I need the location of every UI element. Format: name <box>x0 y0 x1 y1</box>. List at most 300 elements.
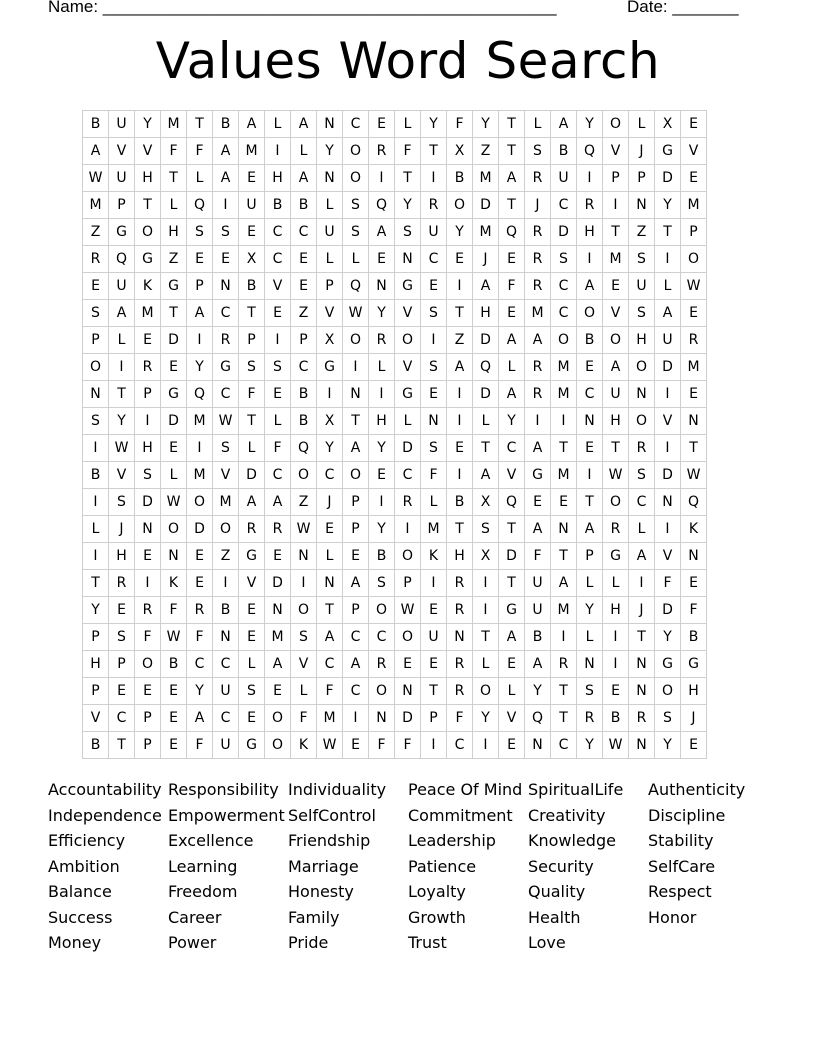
grid-letter: X <box>473 543 499 570</box>
grid-letter: C <box>265 219 291 246</box>
grid-letter: E <box>343 732 369 759</box>
grid-letter: A <box>343 570 369 597</box>
grid-letter: L <box>629 516 655 543</box>
grid-letter: I <box>577 165 603 192</box>
grid-letter: L <box>317 246 343 273</box>
grid-letter: A <box>629 543 655 570</box>
grid-letter: A <box>499 165 525 192</box>
grid-letter: X <box>317 327 343 354</box>
grid-letter: F <box>499 273 525 300</box>
grid-letter: Y <box>369 516 395 543</box>
grid-letter: F <box>187 732 213 759</box>
grid-letter: C <box>291 219 317 246</box>
grid-letter: B <box>447 489 473 516</box>
grid-letter: R <box>421 192 447 219</box>
grid-letter: R <box>551 651 577 678</box>
grid-letter: H <box>109 543 135 570</box>
grid-letter: B <box>369 543 395 570</box>
grid-letter: P <box>629 165 655 192</box>
grid-row <box>83 246 707 273</box>
grid-letter: K <box>681 516 707 543</box>
grid-letter: A <box>83 138 109 165</box>
grid-row <box>83 327 707 354</box>
grid-letter: M <box>525 300 551 327</box>
grid-letter: N <box>655 489 681 516</box>
grid-row <box>83 381 707 408</box>
grid-letter: V <box>135 138 161 165</box>
grid-letter: E <box>681 570 707 597</box>
grid-letter: R <box>83 246 109 273</box>
grid-letter: I <box>447 273 473 300</box>
grid-letter: B <box>83 462 109 489</box>
grid-letter: N <box>551 516 577 543</box>
grid-letter: T <box>135 192 161 219</box>
grid-letter: B <box>291 381 317 408</box>
grid-letter: C <box>213 300 239 327</box>
grid-letter: L <box>395 111 421 138</box>
grid-letter: S <box>655 705 681 732</box>
grid-letter: I <box>551 624 577 651</box>
grid-letter: M <box>187 408 213 435</box>
grid-letter: E <box>109 678 135 705</box>
grid-letter: I <box>421 570 447 597</box>
grid-letter: Q <box>681 489 707 516</box>
grid-letter: N <box>525 732 551 759</box>
grid-letter: C <box>265 462 291 489</box>
grid-letter: I <box>213 192 239 219</box>
grid-letter: O <box>265 705 291 732</box>
grid-letter: N <box>213 273 239 300</box>
grid-letter: S <box>629 300 655 327</box>
grid-letter: U <box>525 570 551 597</box>
grid-row <box>83 408 707 435</box>
grid-letter: X <box>655 111 681 138</box>
grid-letter: L <box>265 111 291 138</box>
grid-letter: R <box>135 597 161 624</box>
grid-row <box>83 516 707 543</box>
grid-letter: F <box>447 111 473 138</box>
grid-letter: E <box>239 624 265 651</box>
grid-letter: E <box>265 678 291 705</box>
grid-letter: R <box>239 516 265 543</box>
grid-letter: Q <box>291 435 317 462</box>
grid-letter: Q <box>187 381 213 408</box>
grid-letter: C <box>317 462 343 489</box>
grid-letter: L <box>187 165 213 192</box>
grid-letter: S <box>551 246 577 273</box>
grid-letter: M <box>551 597 577 624</box>
grid-letter: U <box>551 165 577 192</box>
grid-letter: S <box>135 462 161 489</box>
grid-letter: R <box>525 354 551 381</box>
grid-letter: L <box>265 408 291 435</box>
grid-letter: L <box>291 678 317 705</box>
grid-letter: E <box>525 489 551 516</box>
grid-letter: R <box>447 570 473 597</box>
grid-letter: B <box>83 111 109 138</box>
grid-letter: S <box>473 516 499 543</box>
grid-letter: Y <box>655 732 681 759</box>
grid-letter: N <box>421 408 447 435</box>
grid-letter: Y <box>447 219 473 246</box>
grid-letter: S <box>629 246 655 273</box>
grid-letter: T <box>161 300 187 327</box>
grid-letter: I <box>603 624 629 651</box>
grid-letter: L <box>239 651 265 678</box>
grid-letter: P <box>603 165 629 192</box>
grid-letter: R <box>395 489 421 516</box>
grid-letter: E <box>421 651 447 678</box>
grid-letter: S <box>343 219 369 246</box>
grid-letter: R <box>187 597 213 624</box>
grid-letter: O <box>213 516 239 543</box>
grid-row <box>83 705 707 732</box>
grid-letter: S <box>83 408 109 435</box>
grid-letter: O <box>577 300 603 327</box>
grid-letter: F <box>421 462 447 489</box>
grid-row <box>83 462 707 489</box>
grid-letter: E <box>499 300 525 327</box>
grid-letter: Y <box>525 678 551 705</box>
grid-letter: I <box>447 462 473 489</box>
grid-letter: E <box>395 651 421 678</box>
grid-letter: J <box>317 489 343 516</box>
grid-letter: P <box>343 516 369 543</box>
grid-letter: I <box>447 408 473 435</box>
grid-letter: I <box>421 165 447 192</box>
grid-letter: M <box>213 489 239 516</box>
grid-letter: E <box>421 381 447 408</box>
grid-row <box>83 678 707 705</box>
grid-letter: R <box>525 246 551 273</box>
grid-letter: N <box>395 246 421 273</box>
grid-letter: I <box>603 651 629 678</box>
word-list-item: Loyalty <box>408 882 466 901</box>
grid-letter: Q <box>109 246 135 273</box>
grid-letter: D <box>655 354 681 381</box>
grid-letter: A <box>187 300 213 327</box>
grid-letter: E <box>343 543 369 570</box>
grid-letter: H <box>603 597 629 624</box>
grid-letter: N <box>629 381 655 408</box>
grid-letter: D <box>655 597 681 624</box>
grid-letter: E <box>577 354 603 381</box>
grid-letter: U <box>317 219 343 246</box>
grid-letter: U <box>525 597 551 624</box>
grid-letter: S <box>187 219 213 246</box>
grid-letter: Z <box>291 489 317 516</box>
grid-letter: P <box>681 219 707 246</box>
grid-letter: E <box>265 300 291 327</box>
grid-letter: R <box>629 435 655 462</box>
grid-letter: I <box>317 381 343 408</box>
grid-letter: A <box>551 111 577 138</box>
grid-letter: B <box>265 192 291 219</box>
grid-letter: A <box>291 165 317 192</box>
grid-letter: P <box>135 732 161 759</box>
grid-letter: P <box>83 624 109 651</box>
grid-letter: G <box>681 651 707 678</box>
grid-letter: W <box>213 408 239 435</box>
grid-letter: N <box>161 543 187 570</box>
grid-letter: A <box>525 435 551 462</box>
word-list-item: SpiritualLife <box>528 780 624 799</box>
grid-letter: D <box>239 462 265 489</box>
word-list-item: Quality <box>528 882 586 901</box>
grid-letter: E <box>681 300 707 327</box>
word-list-item: Trust <box>408 933 447 952</box>
grid-letter: V <box>499 705 525 732</box>
word-list-item: Creativity <box>528 805 606 825</box>
grid-letter: V <box>239 570 265 597</box>
grid-letter: S <box>291 624 317 651</box>
grid-letter: A <box>499 624 525 651</box>
grid-letter: U <box>213 678 239 705</box>
grid-letter: C <box>551 732 577 759</box>
word-list-item: Learning <box>168 856 238 876</box>
grid-letter: A <box>213 165 239 192</box>
grid-letter: B <box>239 273 265 300</box>
grid-letter: R <box>447 678 473 705</box>
grid-letter: Y <box>187 354 213 381</box>
grid-letter: I <box>265 138 291 165</box>
grid-letter: L <box>421 489 447 516</box>
grid-letter: D <box>265 570 291 597</box>
grid-letter: Q <box>525 705 551 732</box>
grid-letter: I <box>135 408 161 435</box>
grid-letter: V <box>109 138 135 165</box>
grid-letter: Z <box>473 138 499 165</box>
grid-letter: I <box>603 192 629 219</box>
grid-letter: I <box>83 489 109 516</box>
grid-letter: I <box>187 327 213 354</box>
word-list-item: Peace Of Mind <box>408 780 523 799</box>
grid-letter: I <box>187 435 213 462</box>
grid-letter: T <box>473 435 499 462</box>
grid-letter: V <box>213 462 239 489</box>
grid-letter: E <box>161 732 187 759</box>
grid-letter: C <box>421 246 447 273</box>
grid-letter: I <box>291 570 317 597</box>
grid-letter: D <box>161 408 187 435</box>
grid-letter: A <box>603 354 629 381</box>
word-list-item: Success <box>48 907 113 927</box>
grid-row <box>83 300 707 327</box>
grid-row <box>83 138 707 165</box>
grid-letter: W <box>681 273 707 300</box>
grid-letter: A <box>577 516 603 543</box>
grid-letter: Q <box>473 354 499 381</box>
grid-letter: Z <box>161 246 187 273</box>
grid-letter: I <box>655 381 681 408</box>
grid-letter: E <box>265 381 291 408</box>
grid-letter: N <box>317 165 343 192</box>
grid-letter: T <box>499 516 525 543</box>
grid-letter: Q <box>499 219 525 246</box>
word-list-item: Authenticity <box>648 780 746 799</box>
grid-letter: V <box>655 408 681 435</box>
grid-letter: H <box>135 435 161 462</box>
grid-letter: E <box>213 246 239 273</box>
grid-letter: O <box>395 543 421 570</box>
grid-letter: O <box>603 111 629 138</box>
word-list-item: Discipline <box>648 805 726 825</box>
grid-letter: W <box>343 300 369 327</box>
grid-letter: T <box>317 597 343 624</box>
grid-letter: I <box>577 246 603 273</box>
grid-row <box>83 192 707 219</box>
grid-letter: G <box>603 543 629 570</box>
grid-letter: A <box>265 489 291 516</box>
grid-letter: E <box>239 219 265 246</box>
word-list-item: Patience <box>408 856 477 876</box>
grid-letter: L <box>317 543 343 570</box>
grid-letter: I <box>369 165 395 192</box>
grid-letter: B <box>551 138 577 165</box>
grid-letter: A <box>447 354 473 381</box>
grid-letter: M <box>603 246 629 273</box>
grid-letter: I <box>369 489 395 516</box>
grid-letter: Y <box>109 408 135 435</box>
grid-letter: R <box>525 219 551 246</box>
grid-letter: H <box>603 408 629 435</box>
grid-letter: T <box>109 381 135 408</box>
grid-letter: D <box>655 165 681 192</box>
grid-letter: O <box>369 678 395 705</box>
grid-letter: V <box>395 354 421 381</box>
grid-letter: D <box>395 435 421 462</box>
grid-letter: V <box>265 273 291 300</box>
grid-letter: F <box>317 678 343 705</box>
grid-letter: E <box>421 597 447 624</box>
grid-letter: L <box>655 273 681 300</box>
grid-letter: C <box>213 705 239 732</box>
grid-letter: R <box>369 138 395 165</box>
grid-letter: U <box>109 111 135 138</box>
grid-letter: I <box>577 462 603 489</box>
grid-letter: F <box>395 138 421 165</box>
grid-letter: Y <box>369 435 395 462</box>
word-list-item: Pride <box>288 933 329 952</box>
grid-letter: C <box>551 300 577 327</box>
grid-letter: J <box>109 516 135 543</box>
grid-letter: M <box>681 354 707 381</box>
grid-letter: I <box>83 543 109 570</box>
grid-letter: T <box>343 408 369 435</box>
grid-row <box>83 597 707 624</box>
grid-letter: C <box>317 651 343 678</box>
grid-letter: H <box>161 219 187 246</box>
grid-letter: C <box>369 624 395 651</box>
grid-letter: H <box>681 678 707 705</box>
grid-letter: C <box>187 651 213 678</box>
grid-letter: L <box>161 462 187 489</box>
grid-row <box>83 165 707 192</box>
grid-letter: Y <box>655 624 681 651</box>
grid-letter: S <box>213 219 239 246</box>
grid-letter: S <box>239 678 265 705</box>
grid-letter: X <box>239 246 265 273</box>
grid-letter: G <box>525 462 551 489</box>
grid-letter: O <box>265 732 291 759</box>
grid-letter: I <box>525 408 551 435</box>
grid-letter: E <box>577 435 603 462</box>
grid-letter: E <box>291 273 317 300</box>
grid-letter: W <box>317 732 343 759</box>
grid-row <box>83 543 707 570</box>
grid-letter: I <box>213 570 239 597</box>
grid-letter: V <box>83 705 109 732</box>
word-list-item: Accountability <box>48 780 162 799</box>
grid-letter: J <box>681 705 707 732</box>
grid-letter: M <box>473 165 499 192</box>
grid-letter: D <box>473 192 499 219</box>
grid-letter: O <box>291 462 317 489</box>
grid-letter: S <box>239 354 265 381</box>
grid-letter: V <box>395 300 421 327</box>
name-field-label: Name: ________________________________________________ <box>48 0 557 16</box>
grid-letter: O <box>343 462 369 489</box>
grid-letter: S <box>109 624 135 651</box>
grid-letter: E <box>187 246 213 273</box>
grid-letter: G <box>161 381 187 408</box>
grid-letter: F <box>187 624 213 651</box>
grid-letter: S <box>369 570 395 597</box>
grid-letter: B <box>213 111 239 138</box>
grid-letter: N <box>629 651 655 678</box>
grid-letter: D <box>551 219 577 246</box>
grid-letter: F <box>239 381 265 408</box>
grid-letter: I <box>343 705 369 732</box>
grid-letter: N <box>395 678 421 705</box>
grid-letter: E <box>681 732 707 759</box>
grid-letter: T <box>551 435 577 462</box>
grid-letter: N <box>213 624 239 651</box>
grid-letter: L <box>473 651 499 678</box>
grid-letter: I <box>265 327 291 354</box>
grid-letter: E <box>239 597 265 624</box>
grid-letter: N <box>317 111 343 138</box>
grid-letter: S <box>525 138 551 165</box>
grid-letter: Z <box>629 219 655 246</box>
grid-letter: S <box>421 300 447 327</box>
grid-letter: M <box>265 624 291 651</box>
grid-letter: K <box>421 543 447 570</box>
grid-letter: E <box>317 516 343 543</box>
grid-letter: T <box>447 516 473 543</box>
grid-letter: V <box>603 138 629 165</box>
grid-letter: U <box>421 219 447 246</box>
word-list-item: Excellence <box>168 831 254 850</box>
grid-letter: G <box>655 138 681 165</box>
grid-letter: V <box>317 300 343 327</box>
grid-letter: E <box>135 543 161 570</box>
grid-letter: E <box>161 435 187 462</box>
grid-letter: C <box>291 354 317 381</box>
grid-letter: S <box>395 219 421 246</box>
grid-letter: R <box>525 165 551 192</box>
grid-letter: T <box>655 219 681 246</box>
grid-letter: S <box>265 354 291 381</box>
word-list-item: SelfCare <box>648 856 716 876</box>
grid-letter: O <box>473 678 499 705</box>
grid-letter: E <box>83 273 109 300</box>
grid-letter: N <box>265 597 291 624</box>
grid-letter: C <box>109 705 135 732</box>
grid-letter: R <box>629 705 655 732</box>
grid-letter: M <box>473 219 499 246</box>
grid-letter: A <box>213 138 239 165</box>
